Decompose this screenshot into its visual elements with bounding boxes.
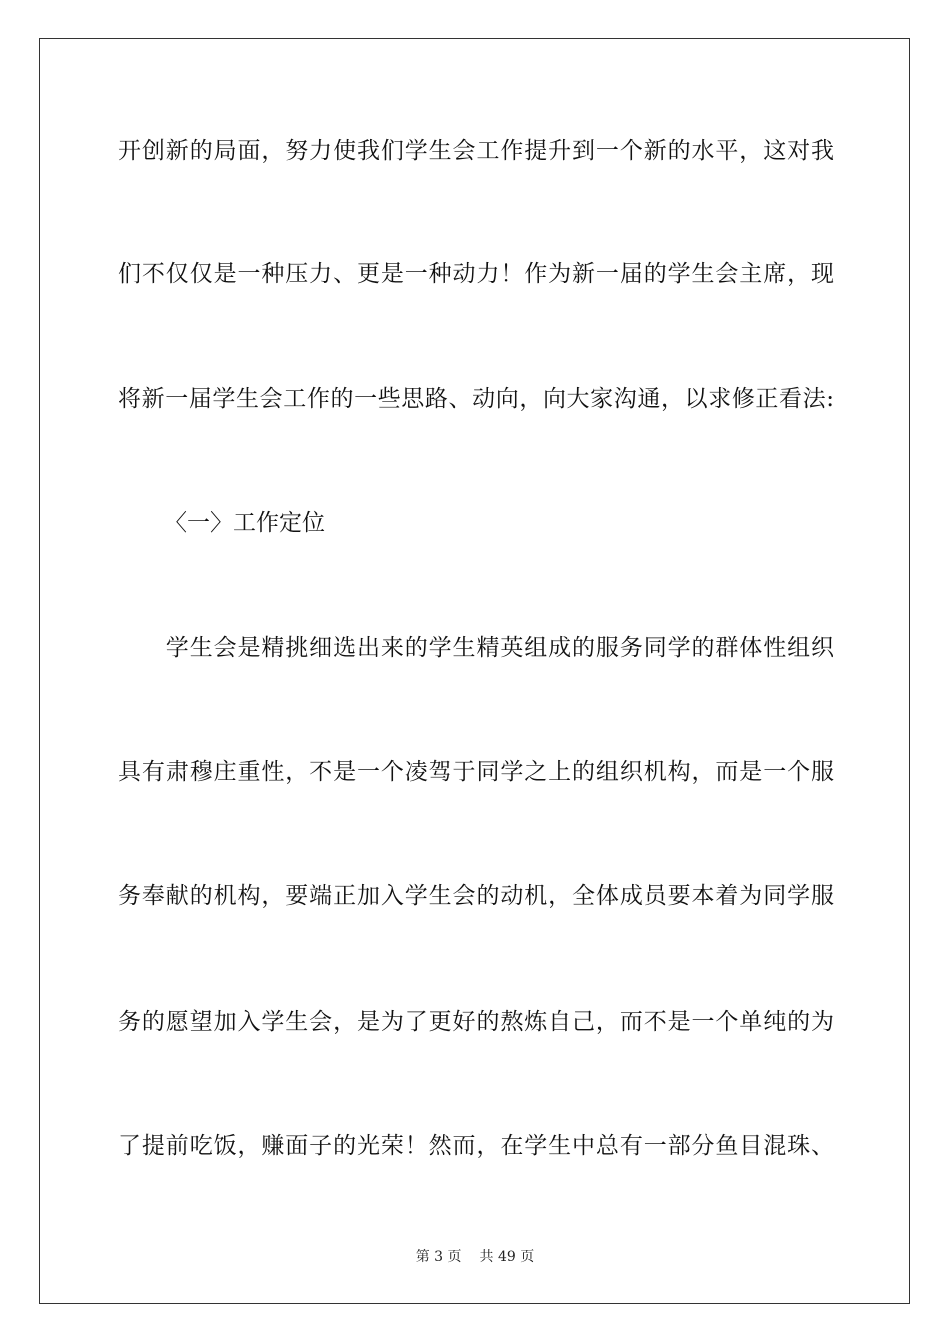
total-pages: 共 49 页 (479, 1249, 535, 1265)
section-heading: 〈一〉工作定位 (164, 510, 325, 536)
page-number: 第 3 页 (415, 1249, 462, 1265)
text-line-1: 开创新的局面，努力使我们学生会工作提升到一个新的水平，这对我 (118, 138, 834, 164)
paragraph-line-4: 务的愿望加入学生会，是为了更好的熬炼自己，而不是一个单纯的为 (118, 1009, 834, 1035)
text-line-3: 将新一届学生会工作的一些思路、动向，向大家沟通，以求修正看法: (118, 386, 834, 412)
paragraph-line-2: 具有肃穆庄重性，不是一个凌驾于同学之上的组织机构，而是一个服 (118, 759, 834, 785)
page-footer (0, 1248, 950, 1266)
paragraph-line-3: 务奉献的机构，要端正加入学生会的动机，全体成员要本着为同学服 (118, 883, 834, 909)
paragraph-line-5: 了提前吃饭，赚面子的光荣！然而，在学生中总有一部分鱼目混珠、 (118, 1133, 834, 1159)
page-border (39, 38, 910, 1304)
text-line-2: 们不仅仅是一种压力、更是一种动力！作为新一届的学生会主席，现 (118, 261, 834, 287)
paragraph-line-1: 学生会是精挑细选出来的学生精英组成的服务同学的群体性组织 (118, 635, 834, 661)
